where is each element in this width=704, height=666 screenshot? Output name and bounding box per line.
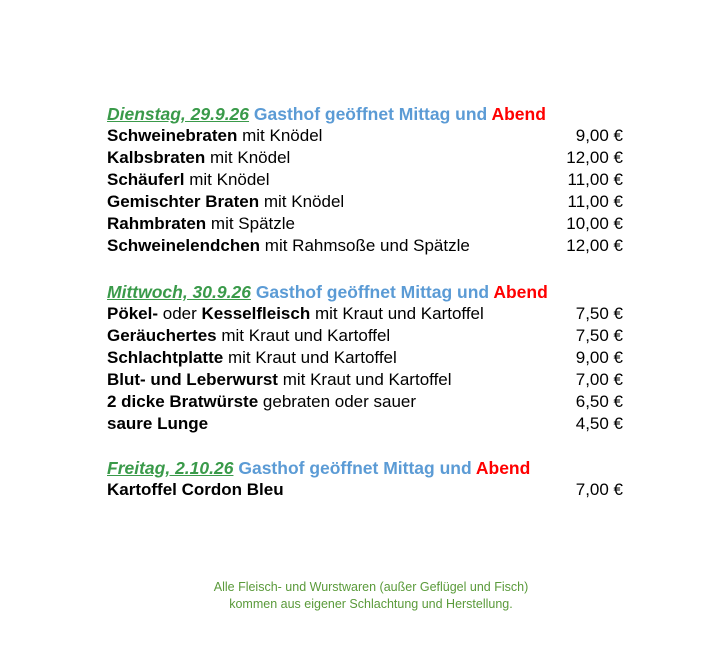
dish-price: 12,00 €	[566, 236, 623, 255]
dish-side: mit Knödel	[263, 192, 345, 211]
menu-item	[107, 391, 623, 413]
dish-side: gebraten oder sauer	[262, 392, 417, 411]
menu-item	[107, 303, 623, 325]
dish-side: mit Kraut und Kartoffel	[221, 326, 391, 345]
dish-name: saure Lunge	[107, 414, 209, 433]
section-heading	[107, 281, 623, 303]
dish-side: mit Knödel	[189, 170, 270, 189]
dish-side: mit Knödel	[209, 148, 291, 167]
menu-item	[107, 191, 623, 213]
menu-item	[107, 169, 623, 191]
menu-section-dienstag	[107, 103, 623, 257]
dish-price: 6,50 €	[575, 392, 623, 411]
menu-item	[107, 213, 623, 235]
dish-side: mit Kraut und Kartoffel	[227, 348, 397, 367]
dish-price: 10,00 €	[566, 214, 623, 233]
dish-price: 7,00 €	[575, 370, 623, 389]
dish-price: 9,00 €	[575, 348, 623, 367]
dish-name: Kartoffel Cordon Bleu	[107, 480, 284, 499]
dish-name: Gemischter Braten	[107, 192, 260, 211]
dish-name-alt: Kesselfleisch	[201, 304, 311, 323]
footer-note	[0, 579, 704, 613]
dish-price: 11,00 €	[567, 192, 623, 211]
open-text: Gasthof geöffnet Mittag und	[255, 282, 490, 302]
dish-price: 12,00 €	[566, 148, 623, 167]
evening-text: Abend	[493, 282, 548, 302]
evening-text: Abend	[491, 104, 546, 124]
dish-name: Geräuchertes	[107, 326, 217, 345]
dish-price: 11,00 €	[567, 170, 623, 189]
dish-name: Schlachtplatte	[107, 348, 224, 367]
dish-name: Schweinelendchen	[107, 236, 261, 255]
day-date: Mittwoch, 30.9.26	[107, 282, 251, 302]
menu-item	[107, 369, 623, 391]
section-heading	[107, 457, 623, 479]
dish-side: mit Spätzle	[210, 214, 296, 233]
menu-item	[107, 235, 623, 257]
dish-side: mit Kraut und Kartoffel	[282, 370, 452, 389]
dish-name: Schäuferl	[107, 170, 185, 189]
dish-price: 7,50 €	[575, 304, 623, 323]
menu-item	[107, 125, 623, 147]
dish-side: mit Rahmsoße und Spätzle	[264, 236, 470, 255]
evening-text: Abend	[475, 458, 531, 478]
menu-section-freitag	[107, 457, 623, 501]
menu-section-mittwoch	[107, 281, 623, 435]
menu-item	[107, 413, 623, 435]
dish-price: 7,00 €	[575, 480, 623, 499]
dish-name: Kalbsbraten	[107, 148, 206, 167]
menu-item	[107, 147, 623, 169]
dish-side: mit Kraut und Kartoffel	[314, 304, 484, 323]
dish-name: Rahmbraten	[107, 214, 207, 233]
menu-item	[107, 325, 623, 347]
dish-side: mit Knödel	[242, 126, 323, 145]
dish-name: Pökel-	[107, 304, 159, 323]
dish-conjunction: oder	[162, 304, 197, 323]
dish-name: 2 dicke Bratwürste	[107, 392, 259, 411]
day-date: Freitag, 2.10.26	[107, 458, 234, 478]
open-text: Gasthof geöffnet Mittag und	[253, 104, 488, 124]
dish-name: Blut- und Leberwurst	[107, 370, 278, 389]
day-date: Dienstag, 29.9.26	[107, 104, 250, 124]
dish-name: Schweinebraten	[107, 126, 238, 145]
open-text: Gasthof geöffnet Mittag und	[238, 458, 472, 478]
menu-item	[107, 479, 623, 501]
section-heading	[107, 103, 623, 125]
footer-line-1: Alle Fleisch- und Wurstwaren (außer Geflügel und Fisch)	[213, 580, 529, 594]
dish-price: 7,50 €	[575, 326, 623, 345]
menu-item	[107, 347, 623, 369]
footer-line-2: kommen aus eigener Schlachtung und Herstellung.	[229, 597, 513, 611]
dish-price: 4,50 €	[575, 414, 623, 433]
dish-price: 9,00 €	[575, 126, 623, 145]
